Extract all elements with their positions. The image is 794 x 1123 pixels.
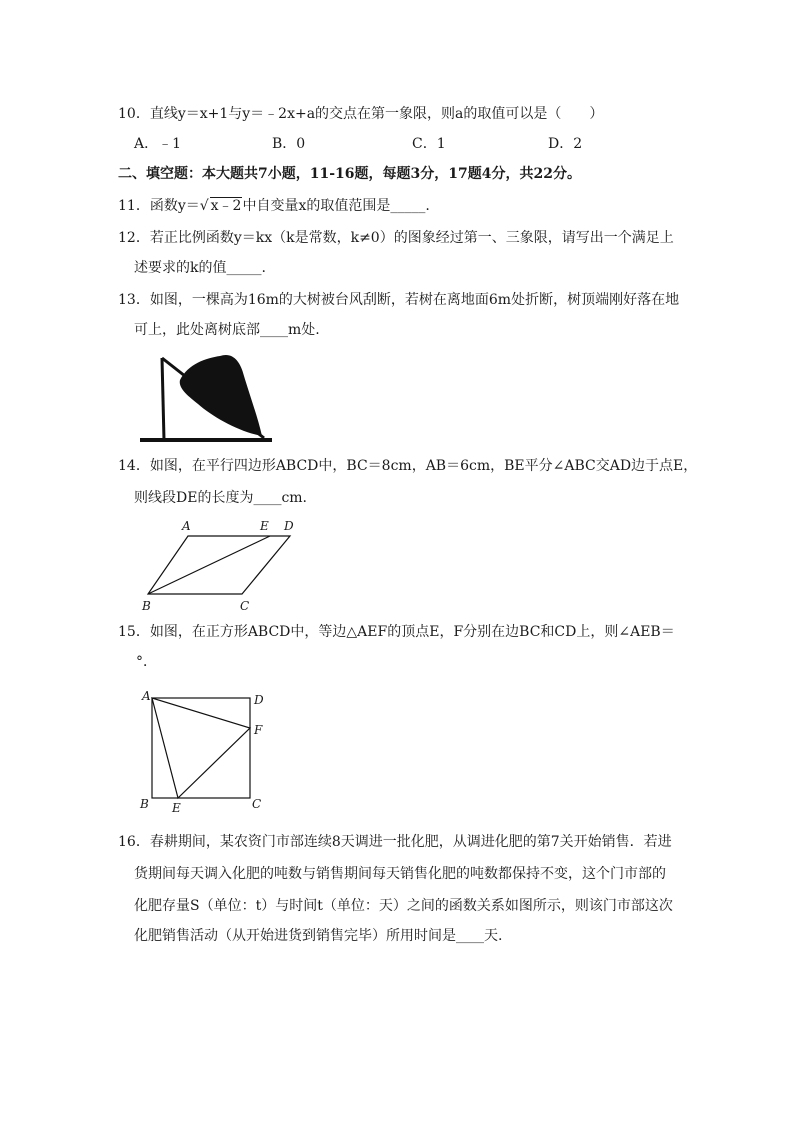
- tree-trunk: [162, 358, 164, 440]
- q10-option-c: C．1: [412, 136, 446, 152]
- q13-line-1: 13．如图，一棵高为16m的大树被台风刮断，若树在离地面6m处折断，树顶端刚好落在地: [118, 292, 680, 308]
- q10-option-a: A．﹣1: [134, 136, 182, 152]
- label-d: D: [254, 693, 264, 707]
- q15-square-figure: [138, 686, 268, 816]
- section-2-heading: 二、填空题：本大题共7小题，11-16题，每题3分，17题4分，共22分。: [118, 166, 581, 182]
- segment-be: [148, 536, 270, 594]
- triangle-aef: [152, 698, 250, 798]
- q16-line-1: 16．春耕期间，某农资门市部连续8天调进一批化肥，从调进化肥的第7关开始销售．若进: [118, 834, 672, 850]
- q12-line-2: 述要求的k的值_____.: [134, 260, 266, 276]
- q11-radicand: x﹣2: [210, 198, 242, 214]
- q11-text: [118, 196, 430, 216]
- parallelogram-abcd: [148, 536, 290, 594]
- q14-line-2: 则线段DE的长度为____cm.: [134, 490, 308, 506]
- sqrt-symbol: √: [199, 198, 209, 214]
- q11-pre: 11．函数y＝: [118, 198, 200, 214]
- q14-parallelogram-figure: [138, 514, 304, 614]
- tree-canopy: [180, 355, 262, 436]
- label-d: D: [284, 519, 294, 533]
- label-c: C: [240, 599, 250, 613]
- label-e: E: [172, 801, 181, 815]
- q12-line-1: 12．若正比例函数y＝kx（k是常数，k≠0）的图象经过第一、三象限，请写出一个满足上: [118, 230, 674, 246]
- q16-line-2: 货期间每天调入化肥的吨数与销售期间每天销售化肥的吨数都保持不变，这个门市部的: [134, 866, 666, 882]
- q10-stem: 10．直线y＝x+1与y＝﹣2x+a的交点在第一象限，则a的取值可以是（ ）: [118, 106, 604, 122]
- q15-line-2: °．: [136, 654, 157, 670]
- label-b: B: [140, 797, 149, 811]
- label-f: F: [254, 723, 263, 737]
- q13-tree-figure: [140, 346, 272, 446]
- q15-line-1: 15．如图，在正方形ABCD中，等边△AEF的顶点E，F分别在边BC和CD上，则∠AEB＝: [118, 624, 675, 640]
- label-a: A: [142, 689, 151, 703]
- q16-line-3: 化肥存量S（单位：t）与时间t（单位：天）之间的函数关系如图所示，则该门市部这次: [134, 898, 673, 914]
- label-a: A: [182, 519, 191, 533]
- q16-line-4: 化肥销售活动（从开始进货到销售完毕）所用时间是____天.: [134, 928, 503, 944]
- label-c: C: [252, 797, 262, 811]
- q10-option-d: D．2: [548, 136, 583, 152]
- q14-line-1: 14．如图，在平行四边形ABCD中，BC＝8cm，AB＝6cm，BE平分∠ABC交AD边于点E，: [118, 458, 698, 474]
- label-b: B: [142, 599, 151, 613]
- label-e: E: [260, 519, 269, 533]
- q10-option-b: B．0: [272, 136, 306, 152]
- q13-line-2: 可上，此处离树底部____m处.: [134, 322, 320, 338]
- q11-post: 中自变量x的取值范围是_____.: [242, 198, 430, 214]
